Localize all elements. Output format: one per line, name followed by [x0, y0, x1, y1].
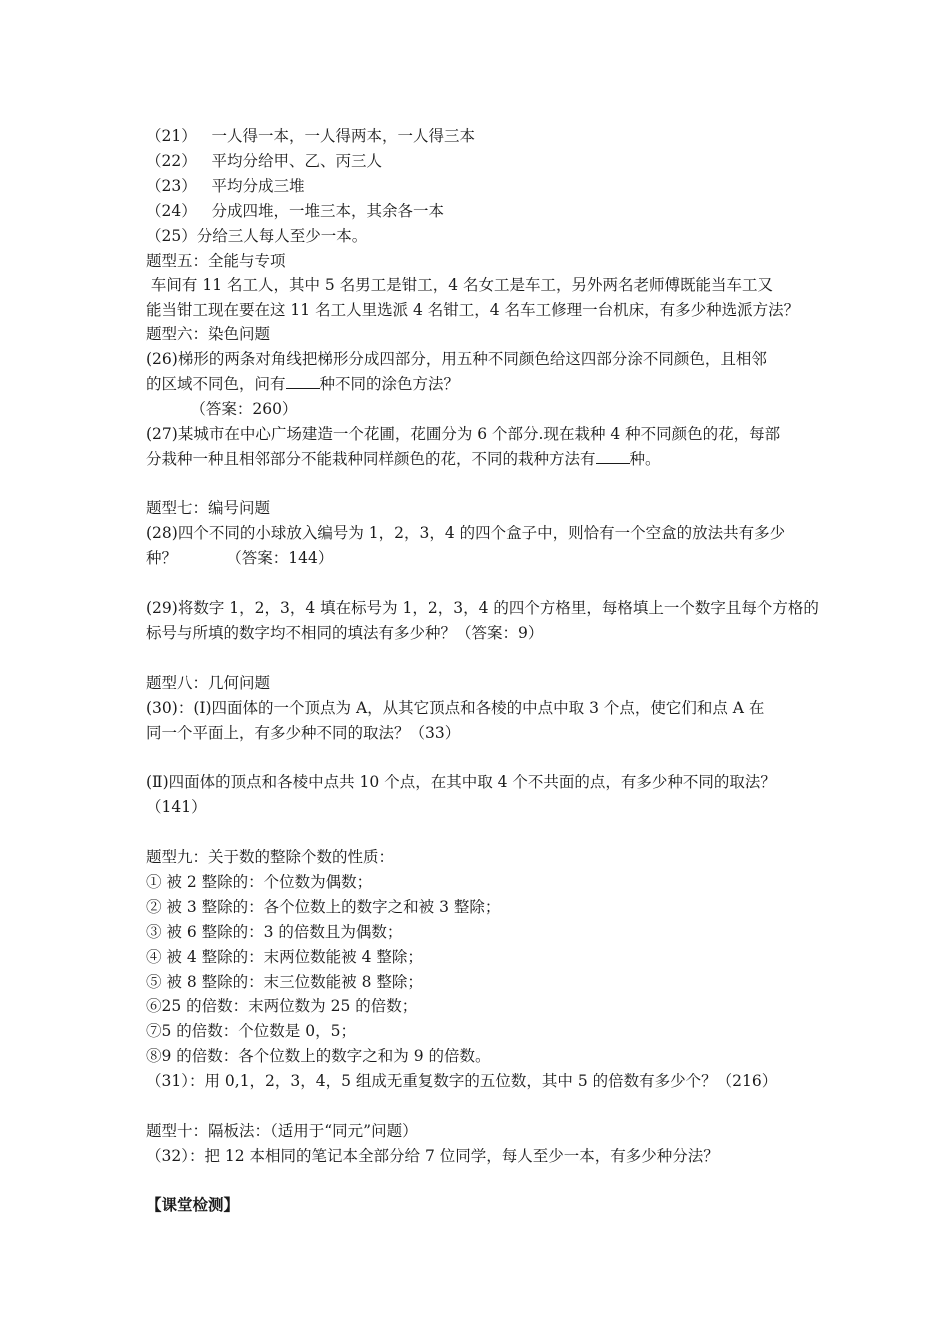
question-26-text-after-blank: 种不同的涂色方法？ — [319, 375, 460, 393]
question-26-line-2 — [146, 373, 459, 395]
heading-type-7: 题型七：编号问题 — [146, 499, 271, 517]
heading-type-9: 题型九：关于数的整除个数的性质： — [146, 848, 395, 866]
heading-type-6: 题型六：染色问题 — [146, 325, 271, 343]
question-30-part-2-line-1: (Ⅱ)四面体的顶点和各棱中点共 10 个点，在其中取 4 个不共面的点，有多少种不同的取法？ — [146, 773, 776, 791]
question-28-line-2: 种？ （答案：144） — [146, 549, 334, 567]
rule-2: ② 被 3 整除的：各个位数上的数字之和被 3 整除； — [146, 898, 501, 916]
rule-7: ⑦5 的倍数：个位数是 0，5； — [146, 1022, 356, 1040]
question-27-text-before-blank: 分栽种一种且相邻部分不能栽种同样颜色的花，不同的栽种方法有 — [146, 450, 596, 468]
rule-4: ④ 被 4 整除的：末两位数能被 4 整除； — [146, 948, 423, 966]
question-28-line-1: (28)四个不同的小球放入编号为 1，2，3，4 的四个盒子中，则恰有一个空盒的放法共有多少 — [146, 524, 786, 542]
question-27-line-1: (27)某城市在中心广场建造一个花圃，花圃分为 6 个部分.现在栽种 4 种不同颜色的花，每部 — [146, 425, 781, 443]
section-class-check: 【课堂检测】 — [146, 1195, 240, 1214]
item-22: （22） 平均分给甲、乙、丙三人 — [146, 152, 383, 170]
problem-5-line-1: 车间有 11 名工人，其中 5 名男工是钳工，4 名女工是车工，另外两名老师傅既能当车工又 — [146, 276, 774, 294]
heading-type-10: 题型十：隔板法：（适用于“同元”问题） — [146, 1122, 418, 1140]
question-27-text-after-blank: 种。 — [629, 450, 661, 468]
rule-5: ⑤ 被 8 整除的：末三位数能被 8 整除； — [146, 973, 423, 991]
heading-type-8: 题型八：几何问题 — [146, 674, 271, 692]
answer-blank — [286, 374, 320, 389]
answer-blank — [596, 449, 630, 464]
question-27-line-2 — [146, 448, 661, 470]
rule-3: ③ 被 6 整除的：3 的倍数且为偶数； — [146, 923, 403, 941]
question-31: （31）：用 0,1，2，3，4，5 组成无重复数字的五位数，其中 5 的倍数有多少个？（216） — [146, 1072, 778, 1090]
item-21: （21） 一人得一本，一人得两本，一人得三本 — [146, 127, 476, 145]
problem-5-line-2: 能当钳工现在要在这 11 名工人里选派 4 名钳工，4 名车工修理一台机床，有多少种选派方法？ — [146, 301, 800, 319]
question-26-text-before-blank: 的区域不同色，问有 — [146, 375, 286, 393]
item-23: （23） 平均分成三堆 — [146, 177, 305, 195]
rule-1: ① 被 2 整除的：个位数为偶数； — [146, 873, 373, 891]
question-30-line-2: 同一个平面上，有多少种不同的取法？（33） — [146, 724, 461, 742]
question-26-line-1: (26)梯形的两条对角线把梯形分成四部分，用五种不同颜色给这四部分涂不同颜色，且相邻 — [146, 350, 767, 368]
answer-26: （答案：260） — [146, 400, 298, 418]
heading-type-5: 题型五：全能与专项 — [146, 252, 286, 270]
item-25: （25）分给三人每人至少一本。 — [146, 227, 368, 245]
question-30-part-2-line-2: （141） — [146, 798, 207, 816]
question-29-line-2: 标号与所填的数字均不相同的填法有多少种？（答案：9） — [146, 624, 544, 642]
question-29-line-1: (29)将数字 1，2，3，4 填在标号为 1，2，3，4 的四个方格里，每格填上一个数字且每个方格的 — [146, 599, 819, 617]
rule-8: ⑧9 的倍数：各个位数上的数字之和为 9 的倍数。 — [146, 1047, 491, 1065]
question-32: （32）：把 12 本相同的笔记本全部分给 7 位同学，每人至少一本，有多少种分法？ — [146, 1147, 719, 1165]
item-24: （24） 分成四堆，一堆三本，其余各一本 — [146, 202, 445, 220]
rule-6: ⑥25 的倍数：末两位数为 25 的倍数； — [146, 997, 418, 1015]
question-30-line-1: (30)：(Ⅰ)四面体的一个顶点为 A，从其它顶点和各棱的中点中取 3 个点，使它们和点 A 在 — [146, 699, 765, 717]
